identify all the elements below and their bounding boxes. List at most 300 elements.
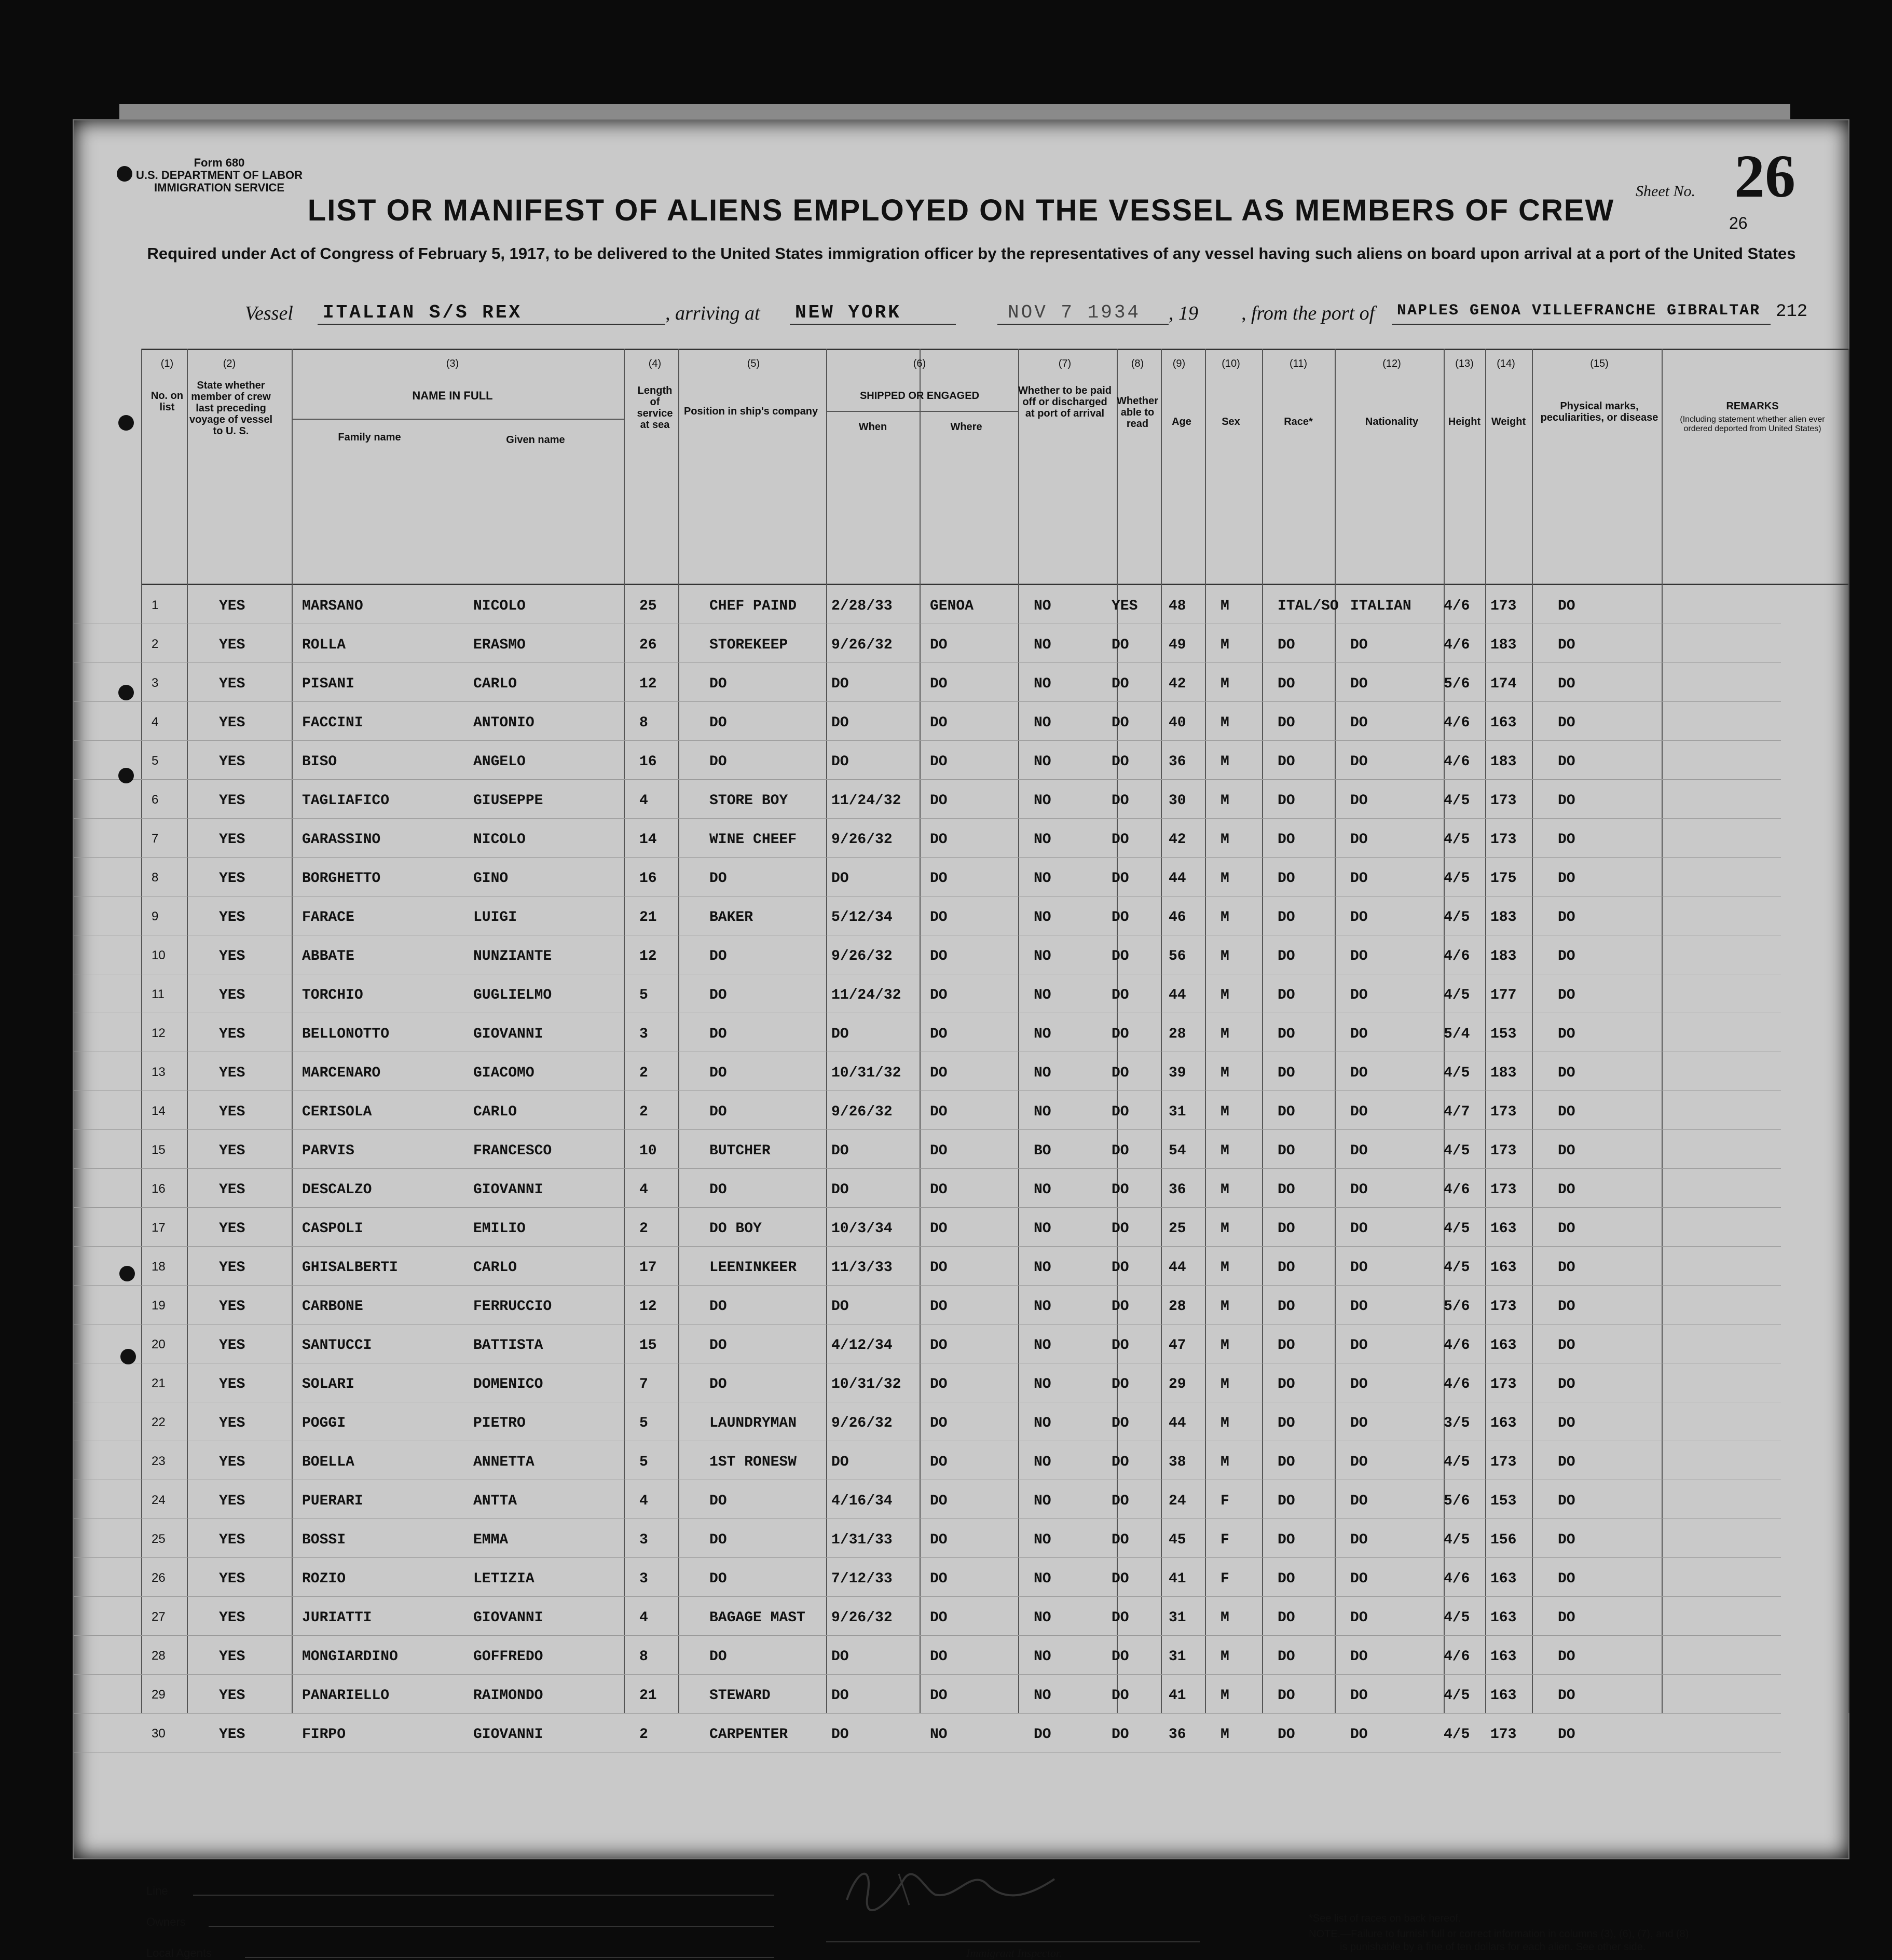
cell-paid: NO — [1034, 1415, 1051, 1431]
cell-race: DO — [1278, 1649, 1295, 1665]
cell-read: DO — [1112, 1260, 1129, 1276]
colnum-7: (7) — [1058, 358, 1072, 369]
cell-read: DO — [1112, 1337, 1129, 1354]
cell-paid: NO — [1034, 1182, 1051, 1198]
cell-nat: DO — [1350, 676, 1368, 692]
cell-marks: DO — [1558, 598, 1575, 614]
cell-sex: M — [1221, 1065, 1229, 1081]
cell-age: 39 — [1169, 1065, 1186, 1081]
cell-weight: 183 — [1490, 637, 1517, 653]
cell-read: DO — [1112, 1104, 1129, 1120]
cell-when: 11/3/33 — [831, 1260, 893, 1276]
arriving-label: , arriving at — [665, 302, 760, 324]
header-where: Where — [950, 421, 982, 433]
cell-paid: NO — [1034, 871, 1051, 887]
cell-age: 42 — [1169, 676, 1186, 692]
cell-age: 31 — [1169, 1610, 1186, 1626]
cell-weight: 163 — [1490, 1260, 1517, 1276]
cell-race: DO — [1278, 871, 1295, 887]
header-height: Height — [1448, 416, 1481, 427]
cell-sex: M — [1221, 832, 1229, 848]
cell-service: 2 — [639, 1104, 648, 1120]
cell-service: 5 — [639, 1454, 648, 1470]
cell-nat: DO — [1350, 1065, 1368, 1081]
cell-paid: NO — [1034, 1299, 1051, 1315]
cell-paid: NO — [1034, 948, 1051, 964]
cell-given: CARLO — [473, 676, 517, 692]
binder-hole — [119, 1266, 135, 1281]
cell-when: 2/28/33 — [831, 598, 893, 614]
cell-position: STOREKEEP — [709, 637, 788, 653]
cell-nat: DO — [1350, 909, 1368, 926]
cell-sex: M — [1221, 1260, 1229, 1276]
cell-race: DO — [1278, 1221, 1295, 1237]
cell-nat: DO — [1350, 637, 1368, 653]
cell-position: DO — [709, 1182, 727, 1198]
cell-when: 10/31/32 — [831, 1065, 901, 1081]
sheet-no-label: Sheet No. — [1636, 183, 1695, 200]
header-family-name: Family name — [338, 432, 401, 443]
table-row — [74, 974, 1781, 1013]
year-label: , 19 — [1169, 302, 1198, 324]
cell-read: DO — [1112, 1610, 1129, 1626]
cell-prev: YES — [219, 1065, 245, 1081]
cell-when: DO — [831, 1454, 849, 1470]
cell-marks: DO — [1558, 1337, 1575, 1354]
cell-marks: DO — [1558, 1065, 1575, 1081]
cell-race: DO — [1278, 754, 1295, 770]
from-port-label: , from the port of — [1241, 302, 1375, 324]
table-row — [74, 935, 1781, 974]
cell-given: ANGELO — [473, 754, 526, 770]
cell-weight: 183 — [1490, 1065, 1517, 1081]
cell-prev: YES — [219, 1454, 245, 1470]
cell-paid: NO — [1034, 637, 1051, 653]
cell-height: 4/5 — [1444, 1221, 1470, 1237]
cell-race: DO — [1278, 1299, 1295, 1315]
cell-given: LUIGI — [473, 909, 517, 926]
cell-prev: YES — [219, 909, 245, 926]
cell-given: FRANCESCO — [473, 1143, 552, 1159]
header-prev-voyage: State whether member of crew last preceding voyage of vessel to U. S. — [189, 380, 273, 437]
cell-position: 1ST RONESW — [709, 1454, 797, 1470]
header-remarks: REMARKS — [1726, 401, 1779, 412]
cell-no: 1 — [152, 598, 159, 612]
table-row — [74, 1207, 1781, 1247]
binder-hole — [120, 1349, 136, 1364]
binder-hole — [118, 768, 134, 783]
cell-read: DO — [1112, 1454, 1129, 1470]
cell-when: DO — [831, 1688, 849, 1704]
cell-service: 17 — [639, 1260, 657, 1276]
cell-sex: M — [1221, 1649, 1229, 1665]
cell-sex: M — [1221, 1182, 1229, 1198]
header-race: Race* — [1284, 416, 1313, 427]
cell-where: NO — [930, 1727, 948, 1743]
header-physical-marks: Physical marks, peculiarities, or disease — [1540, 401, 1658, 423]
cell-height: 4/5 — [1444, 832, 1470, 848]
header-subrule — [826, 411, 1018, 412]
cell-nat: DO — [1350, 1610, 1368, 1626]
cell-when: 9/26/32 — [831, 637, 893, 653]
cell-prev: YES — [219, 1610, 245, 1626]
cell-when: 9/26/32 — [831, 948, 893, 964]
cell-service: 8 — [639, 715, 648, 731]
cell-when: 7/12/33 — [831, 1571, 893, 1587]
cell-position: STORE BOY — [709, 793, 788, 809]
cell-race: DO — [1278, 1415, 1295, 1431]
cell-paid: DO — [1034, 1727, 1051, 1743]
cell-sex: M — [1221, 909, 1229, 926]
cell-nat: DO — [1350, 948, 1368, 964]
cell-where: DO — [930, 1337, 948, 1354]
cell-no: 14 — [152, 1104, 166, 1118]
cell-read: DO — [1112, 1415, 1129, 1431]
form-service: IMMIGRATION SERVICE — [154, 181, 284, 194]
cell-nat: DO — [1350, 1026, 1368, 1042]
cell-age: 24 — [1169, 1493, 1186, 1509]
cell-position: DO — [709, 1026, 727, 1042]
cell-height: 4/6 — [1444, 754, 1470, 770]
cell-position: DO — [709, 1104, 727, 1120]
colnum-6: (6) — [913, 358, 926, 369]
cell-family: FACCINI — [302, 715, 363, 731]
cell-service: 5 — [639, 987, 648, 1003]
cell-age: 54 — [1169, 1143, 1186, 1159]
cell-prev: YES — [219, 987, 245, 1003]
cell-prev: YES — [219, 1143, 245, 1159]
cell-family: TORCHIO — [302, 987, 363, 1003]
cell-marks: DO — [1558, 1649, 1575, 1665]
cell-height: 5/4 — [1444, 1026, 1470, 1042]
cell-race: DO — [1278, 1610, 1295, 1626]
cell-family: MARCENARO — [302, 1065, 381, 1081]
cell-where: DO — [930, 987, 948, 1003]
cell-age: 40 — [1169, 715, 1186, 731]
cell-family: TAGLIAFICO — [302, 793, 390, 809]
cell-no: 26 — [152, 1571, 166, 1585]
cell-given: GUGLIELMO — [473, 987, 552, 1003]
cell-given: GIOVANNI — [473, 1182, 543, 1198]
cell-where: DO — [930, 1610, 948, 1626]
cell-given: CARLO — [473, 1260, 517, 1276]
cell-family: ROLLA — [302, 637, 346, 653]
header-nationality: Nationality — [1365, 416, 1419, 427]
cell-family: ROZIO — [302, 1571, 346, 1587]
cell-height: 3/5 — [1444, 1415, 1470, 1431]
cell-where: DO — [930, 1454, 948, 1470]
cell-when: 10/3/34 — [831, 1221, 893, 1237]
cell-height: 4/5 — [1444, 1143, 1470, 1159]
cell-when: 9/26/32 — [831, 1415, 893, 1431]
cell-no: 30 — [152, 1727, 166, 1741]
cell-prev: YES — [219, 1649, 245, 1665]
cell-age: 41 — [1169, 1571, 1186, 1587]
cell-weight: 156 — [1490, 1532, 1517, 1548]
cell-age: 47 — [1169, 1337, 1186, 1354]
cell-height: 4/5 — [1444, 1727, 1470, 1743]
cell-service: 3 — [639, 1532, 648, 1548]
column-rule — [1848, 349, 1849, 1713]
header-position: Position in ship's company — [683, 406, 818, 417]
cell-nat: DO — [1350, 1649, 1368, 1665]
cell-age: 30 — [1169, 793, 1186, 809]
cell-sex: M — [1221, 1143, 1229, 1159]
cell-position: DO — [709, 715, 727, 731]
cell-sex: F — [1221, 1532, 1229, 1548]
cell-paid: NO — [1034, 676, 1051, 692]
colnum-11: (11) — [1289, 358, 1308, 369]
cell-no: 22 — [152, 1415, 166, 1429]
cell-position: DO — [709, 1571, 727, 1587]
cell-age: 46 — [1169, 909, 1186, 926]
cell-family: JURIATTI — [302, 1610, 372, 1626]
cell-service: 16 — [639, 871, 657, 887]
cell-when: DO — [831, 1727, 849, 1743]
cell-where: DO — [930, 1260, 948, 1276]
cell-nat: DO — [1350, 1376, 1368, 1392]
cell-read: DO — [1112, 1026, 1129, 1042]
cell-position: DO — [709, 1337, 727, 1354]
colnum-14: (14) — [1497, 358, 1515, 369]
form-number: Form 680 — [194, 156, 245, 169]
cell-family: BORGHETTO — [302, 871, 381, 887]
cell-nat: DO — [1350, 1221, 1368, 1237]
cell-race: ITAL/SO — [1278, 598, 1339, 614]
cell-read: YES — [1112, 598, 1138, 614]
cell-nat: DO — [1350, 832, 1368, 848]
cell-height: 5/6 — [1444, 1493, 1470, 1509]
side-number: 212 — [1776, 302, 1808, 322]
cell-service: 3 — [639, 1026, 648, 1042]
cell-age: 42 — [1169, 832, 1186, 848]
colnum-8: (8) — [1131, 358, 1144, 369]
cell-race: DO — [1278, 1065, 1295, 1081]
cell-when: DO — [831, 1299, 849, 1315]
cell-family: DESCALZO — [302, 1182, 372, 1198]
cell-paid: NO — [1034, 1260, 1051, 1276]
cell-given: LETIZIA — [473, 1571, 534, 1587]
form-dept: U.S. DEPARTMENT OF LABOR — [136, 169, 303, 182]
colnum-5: (5) — [747, 358, 760, 369]
cell-nat: DO — [1350, 1454, 1368, 1470]
footer-line-label: Line — [146, 1884, 168, 1897]
cell-paid: NO — [1034, 715, 1051, 731]
cell-weight: 163 — [1490, 1571, 1517, 1587]
cell-race: DO — [1278, 1143, 1295, 1159]
colnum-10: (10) — [1222, 358, 1240, 369]
table-row — [74, 1091, 1781, 1130]
cell-read: DO — [1112, 1376, 1129, 1392]
cell-weight: 173 — [1490, 1182, 1517, 1198]
cell-weight: 177 — [1490, 987, 1517, 1003]
cell-height: 4/5 — [1444, 987, 1470, 1003]
cell-position: DO — [709, 1649, 727, 1665]
cell-weight: 173 — [1490, 832, 1517, 848]
cell-marks: DO — [1558, 987, 1575, 1003]
header-when: When — [858, 421, 887, 433]
cell-prev: YES — [219, 715, 245, 731]
cell-when: DO — [831, 754, 849, 770]
cell-height: 4/5 — [1444, 793, 1470, 809]
cell-position: STEWARD — [709, 1688, 771, 1704]
cell-given: ANTTA — [473, 1493, 517, 1509]
colnum-1: (1) — [160, 358, 174, 369]
cell-paid: NO — [1034, 1532, 1051, 1548]
cell-no: 27 — [152, 1610, 166, 1624]
cell-no: 6 — [152, 793, 159, 807]
cell-weight: 153 — [1490, 1493, 1517, 1509]
cell-race: DO — [1278, 832, 1295, 848]
cell-sex: M — [1221, 715, 1229, 731]
cell-where: DO — [930, 1299, 948, 1315]
sheet-number: 26 — [1734, 142, 1795, 210]
cell-position: DO — [709, 676, 727, 692]
cell-weight: 163 — [1490, 1415, 1517, 1431]
cell-where: DO — [930, 637, 948, 653]
cell-sex: M — [1221, 1415, 1229, 1431]
cell-no: 19 — [152, 1299, 166, 1313]
cell-prev: YES — [219, 1532, 245, 1548]
cell-sex: F — [1221, 1493, 1229, 1509]
cell-given: GIOVANNI — [473, 1026, 543, 1042]
cell-given: GIUSEPPE — [473, 793, 543, 809]
footer-inspector-label: Immigrant Inspector. — [966, 1947, 1062, 1959]
cell-service: 2 — [639, 1221, 648, 1237]
header-paid-off: Whether to be paid off or discharged at port of arrival — [1018, 385, 1112, 419]
cell-height: 4/6 — [1444, 1571, 1470, 1587]
arrival-port: NEW YORK — [795, 302, 901, 323]
cell-prev: YES — [219, 871, 245, 887]
cell-no: 24 — [152, 1493, 166, 1507]
cell-where: DO — [930, 1415, 948, 1431]
cell-nat: DO — [1350, 715, 1368, 731]
cell-family: PISANI — [302, 676, 354, 692]
cell-where: DO — [930, 754, 948, 770]
cell-family: SANTUCCI — [302, 1337, 372, 1354]
cell-where: DO — [930, 1688, 948, 1704]
cell-nat: DO — [1350, 987, 1368, 1003]
cell-where: DO — [930, 1143, 948, 1159]
cell-sex: M — [1221, 637, 1229, 653]
colnum-2: (2) — [223, 358, 236, 369]
cell-given: EMMA — [473, 1532, 509, 1548]
cell-where: DO — [930, 1571, 948, 1587]
cell-paid: NO — [1034, 754, 1051, 770]
cell-where: DO — [930, 1104, 948, 1120]
cell-race: DO — [1278, 1493, 1295, 1509]
cell-no: 16 — [152, 1182, 166, 1196]
inspector-signature — [837, 1858, 1065, 1915]
cell-prev: YES — [219, 1376, 245, 1392]
cell-sex: M — [1221, 871, 1229, 887]
cell-paid: NO — [1034, 1688, 1051, 1704]
cell-paid: NO — [1034, 1610, 1051, 1626]
header-shipped: SHIPPED OR ENGAGED — [859, 390, 980, 402]
cell-race: DO — [1278, 1727, 1295, 1743]
cell-marks: DO — [1558, 793, 1575, 809]
colnum-13: (13) — [1455, 358, 1474, 369]
cell-prev: YES — [219, 793, 245, 809]
cell-read: DO — [1112, 1143, 1129, 1159]
cell-age: 44 — [1169, 871, 1186, 887]
cell-age: 31 — [1169, 1104, 1186, 1120]
cell-service: 4 — [639, 1610, 648, 1626]
cell-when: DO — [831, 1143, 849, 1159]
cell-age: 48 — [1169, 598, 1186, 614]
cell-race: DO — [1278, 948, 1295, 964]
cell-when: 4/12/34 — [831, 1337, 893, 1354]
cell-height: 5/6 — [1444, 1299, 1470, 1315]
cell-when: DO — [831, 715, 849, 731]
table-row — [74, 1168, 1781, 1208]
cell-given: NUNZIANTE — [473, 948, 552, 964]
page-subtitle: Required under Act of Congress of February 5, 1917, to be delivered to the United States immigration officer by the representatives of any vessel having such aliens on board upon arrival at a port of the United States — [147, 244, 1796, 263]
cell-sex: M — [1221, 1337, 1229, 1354]
cell-weight: 163 — [1490, 1221, 1517, 1237]
cell-age: 44 — [1169, 987, 1186, 1003]
cell-family: POGGI — [302, 1415, 346, 1431]
cell-no: 15 — [152, 1143, 166, 1157]
cell-height: 4/5 — [1444, 1260, 1470, 1276]
cell-sex: M — [1221, 1727, 1229, 1743]
cell-where: DO — [930, 1493, 948, 1509]
colnum-4: (4) — [648, 358, 662, 369]
footer-owners-label: Owners — [146, 1915, 186, 1928]
cell-when: DO — [831, 871, 849, 887]
cell-when: DO — [831, 676, 849, 692]
cell-paid: NO — [1034, 909, 1051, 926]
cell-weight: 163 — [1490, 1688, 1517, 1704]
table-row — [74, 740, 1781, 780]
cell-prev: YES — [219, 1299, 245, 1315]
cell-where: DO — [930, 793, 948, 809]
cell-weight: 163 — [1490, 1649, 1517, 1665]
cell-when: 1/31/33 — [831, 1532, 893, 1548]
cell-position: BUTCHER — [709, 1143, 771, 1159]
cell-position: DO BOY — [709, 1221, 762, 1237]
cell-paid: NO — [1034, 1376, 1051, 1392]
cell-sex: M — [1221, 1104, 1229, 1120]
cell-given: FERRUCCIO — [473, 1299, 552, 1315]
cell-paid: NO — [1034, 1026, 1051, 1042]
cell-age: 44 — [1169, 1415, 1186, 1431]
cell-height: 4/6 — [1444, 1649, 1470, 1665]
cell-weight: 183 — [1490, 909, 1517, 926]
cell-no: 25 — [152, 1532, 166, 1546]
cell-nat: DO — [1350, 1688, 1368, 1704]
cell-marks: DO — [1558, 1532, 1575, 1548]
cell-service: 16 — [639, 754, 657, 770]
cell-height: 4/6 — [1444, 948, 1470, 964]
cell-no: 9 — [152, 909, 159, 923]
cell-nat: DO — [1350, 1532, 1368, 1548]
cell-nat: DO — [1350, 1415, 1368, 1431]
cell-nat: DO — [1350, 1493, 1368, 1509]
cell-where: DO — [930, 1649, 948, 1665]
cell-family: GARASSINO — [302, 832, 381, 848]
cell-height: 4/5 — [1444, 1610, 1470, 1626]
cell-weight: 183 — [1490, 754, 1517, 770]
cell-when: 11/24/32 — [831, 987, 901, 1003]
cell-prev: YES — [219, 1727, 245, 1743]
cell-sex: M — [1221, 987, 1229, 1003]
cell-prev: YES — [219, 948, 245, 964]
cell-service: 2 — [639, 1065, 648, 1081]
cell-height: 4/6 — [1444, 1337, 1470, 1354]
cell-prev: YES — [219, 1182, 245, 1198]
cell-weight: 174 — [1490, 676, 1517, 692]
